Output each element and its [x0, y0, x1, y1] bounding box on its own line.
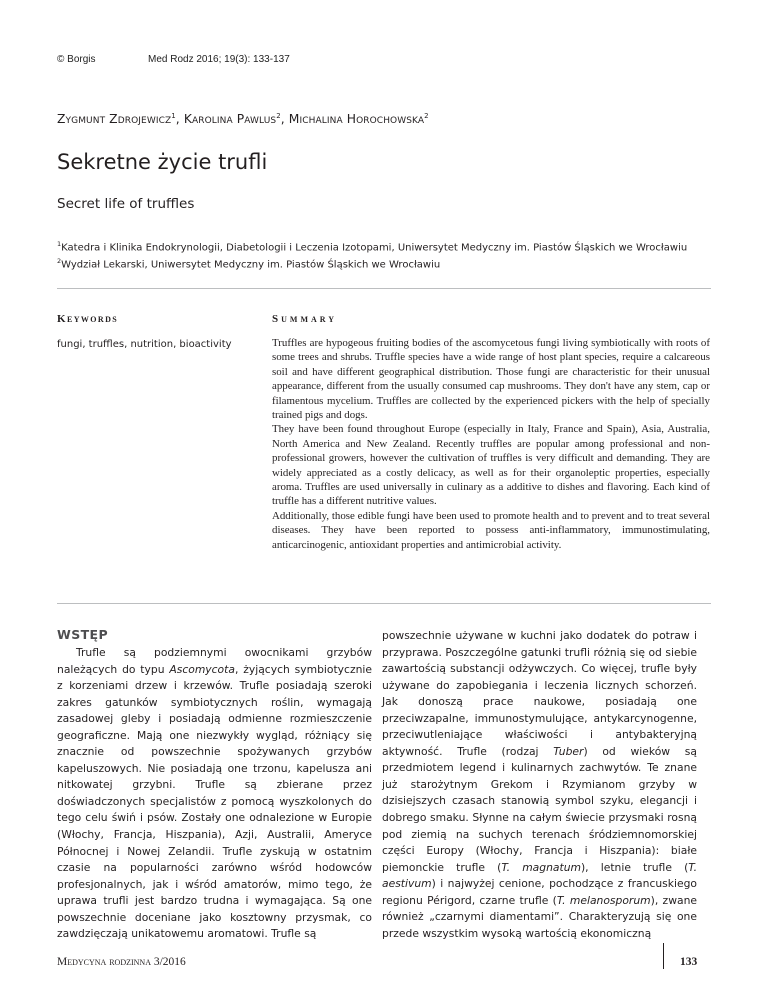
footer-journal: Medycyna rodzinna 3/2016 [57, 956, 186, 968]
author: Zygmunt Zdrojewicz [57, 112, 172, 127]
summary-body [272, 336, 710, 552]
author-sup: 2 [276, 112, 281, 120]
author: Karolina Pawlus [183, 112, 277, 127]
divider [57, 288, 711, 289]
citation: Med Rodz 2016; 19(3): 133-137 [148, 54, 290, 65]
author-sup: 1 [171, 112, 176, 120]
paragraph: Trufle są podziemnymi owocnikami grzybów należących do typu Ascomycota, żyjących symbiotycznie z korzeniami drzew i krzewów. Trufle posiadają szeroki zakres gatunków symbiotycznych roślin, wymagają zasadowej gleby i posiadają odmienne rozmieszczenie geograficzne. Mają one niezwykły wygląd, różniący się znacznie od powszechnie spożywanych grzybów kapeluszowych. Nie posiadają one trzonu, kapelusza ani nitkowatej grzybni. Trufle są zbierane przez doświadczonych specjalistów z pomocą wyszkolonych do tego celu świń i psów. Zostały one odnalezione w Europie (Włochy, Francja, Hiszpania), Azji, Australii, Ameryce Północnej i Nowej Zelandii. Trufle zyskują w ostatnim czasie na popularności zarówno wśród hodowców profesjonalnych, jak i wśród amatorów, mimo tego, że uprawa trufli jest bardzo trudna i wymagająca. Są one powszechnie doceniane jako kosztowny przysmak, co zawdzięczają unikatowemu aromatowi. Trufle są [57, 646, 372, 941]
affiliation [57, 257, 440, 270]
authors: Zygmunt Zdrojewicz$^1$, Karolina Pawlus$^2$, Michalina Horochowska$^2$ [57, 112, 429, 127]
author-sup: 2 [424, 112, 429, 120]
footer-divider [663, 943, 664, 969]
summary-paragraph: Additionally, those edible fungi have been used to promote health and to prevent and to treat several diseases. They have been reported to possess anti-inflammatory, immunostimulating, anticarcinogenic, antioxidant properties and antimicrobial activity. [272, 509, 710, 551]
copyright: © Borgis [57, 54, 96, 65]
author: Michalina Horochowska [288, 112, 425, 127]
intro-right-column [382, 628, 697, 942]
summary-paragraph: Truffles are hypogeous fruiting bodies of the ascomycetous fungi living symbiotically with roots of some trees and shrubs. Truffle species have a wide range of host plant species, require a calcareous soil and have different geographical distribution. Those fungi are characteristic for their unusual appearance, different from the usually consumed cap mushrooms. They don't have any stem, cap or filamentous mycelium. Truffles are collected by the experienced pickers with the help of specially trained pigs and dogs. [272, 337, 710, 422]
affiliation-sup: 1 [57, 240, 62, 248]
divider [57, 603, 711, 604]
section-heading: WSTĘP [57, 627, 109, 642]
page-subtitle: Secret life of truffles [57, 196, 195, 212]
keywords-heading: Keywords [57, 313, 119, 325]
affiliation-text: Wydział Lekarski, Uniwersytet Medyczny im. Piastów Śląskich we Wrocławiu [61, 259, 441, 271]
intro-left-column [57, 645, 372, 943]
summary-paragraph: They have been found throughout Europe (especially in Italy, France and Spain), Asia, Australia, North America and New Zealand. Recently truffles are popular among professional and non-professional growers, however the cultivation of truffles is very difficult and demanding. They are widely appreciated as a costly delicacy, as well as for their organoleptic properties, especially aroma. Truffles are used universally in culinary as a additive to dishes and flavoring. Each kind of truffle has a different nutritive values. [272, 423, 710, 508]
page-title: Sekretne życie trufli [57, 150, 268, 174]
affiliation-text: Katedra i Klinika Endokrynologii, Diabetologii i Leczenia Izotopami, Uniwersytet Medyczny im. Piastów Śląskich we Wrocławiu [61, 242, 688, 254]
affiliation-sup: 2 [57, 257, 62, 265]
affiliation [57, 240, 687, 253]
page-number: 133 [680, 956, 698, 968]
paragraph: powszechnie używane w kuchni jako dodatek do potraw i przyprawa. Poszczególne gatunki trufli różnią się od siebie zawartością substancji odżywczych. Co więcej, trufle były używane do zapobiegania i leczenia licznych schorzeń. Jak donoszą prace naukowe, posiadają one przeciwzapalne, immunostymulujące, antykarcynogenne, przeciwutleniające właściwości i antybakteryjną aktywność. Trufle (rodzaj Tuber) od wieków są przedmiotem legend i kulinarnych zachwytów. Te znane już starożytnym Grekom i Rzymianom grzyby w dzisiejszych czasach stanowią symbol szyku, elegancji i dobrego smaku. Słynne na całym świecie przysmaki rosną pod ziemią na suchych terenach śródziemnomorskiej części Europy (Włochy, Francja i Hiszpania): białe piemonckie trufle (T. magnatum), letnie trufle (T. aestivum) i najwyżej cenione, pochodzące z francuskiego regionu Périgord, czarne trufle (T. melanosporum), zwane również „czarnymi diamentami”. Charakteryzują się one przede wszystkim wysoką wartością ekonomiczną [382, 629, 698, 940]
summary-heading: Summary [272, 313, 338, 325]
keywords-text: fungi, truffles, nutrition, bioactivity [57, 339, 232, 350]
